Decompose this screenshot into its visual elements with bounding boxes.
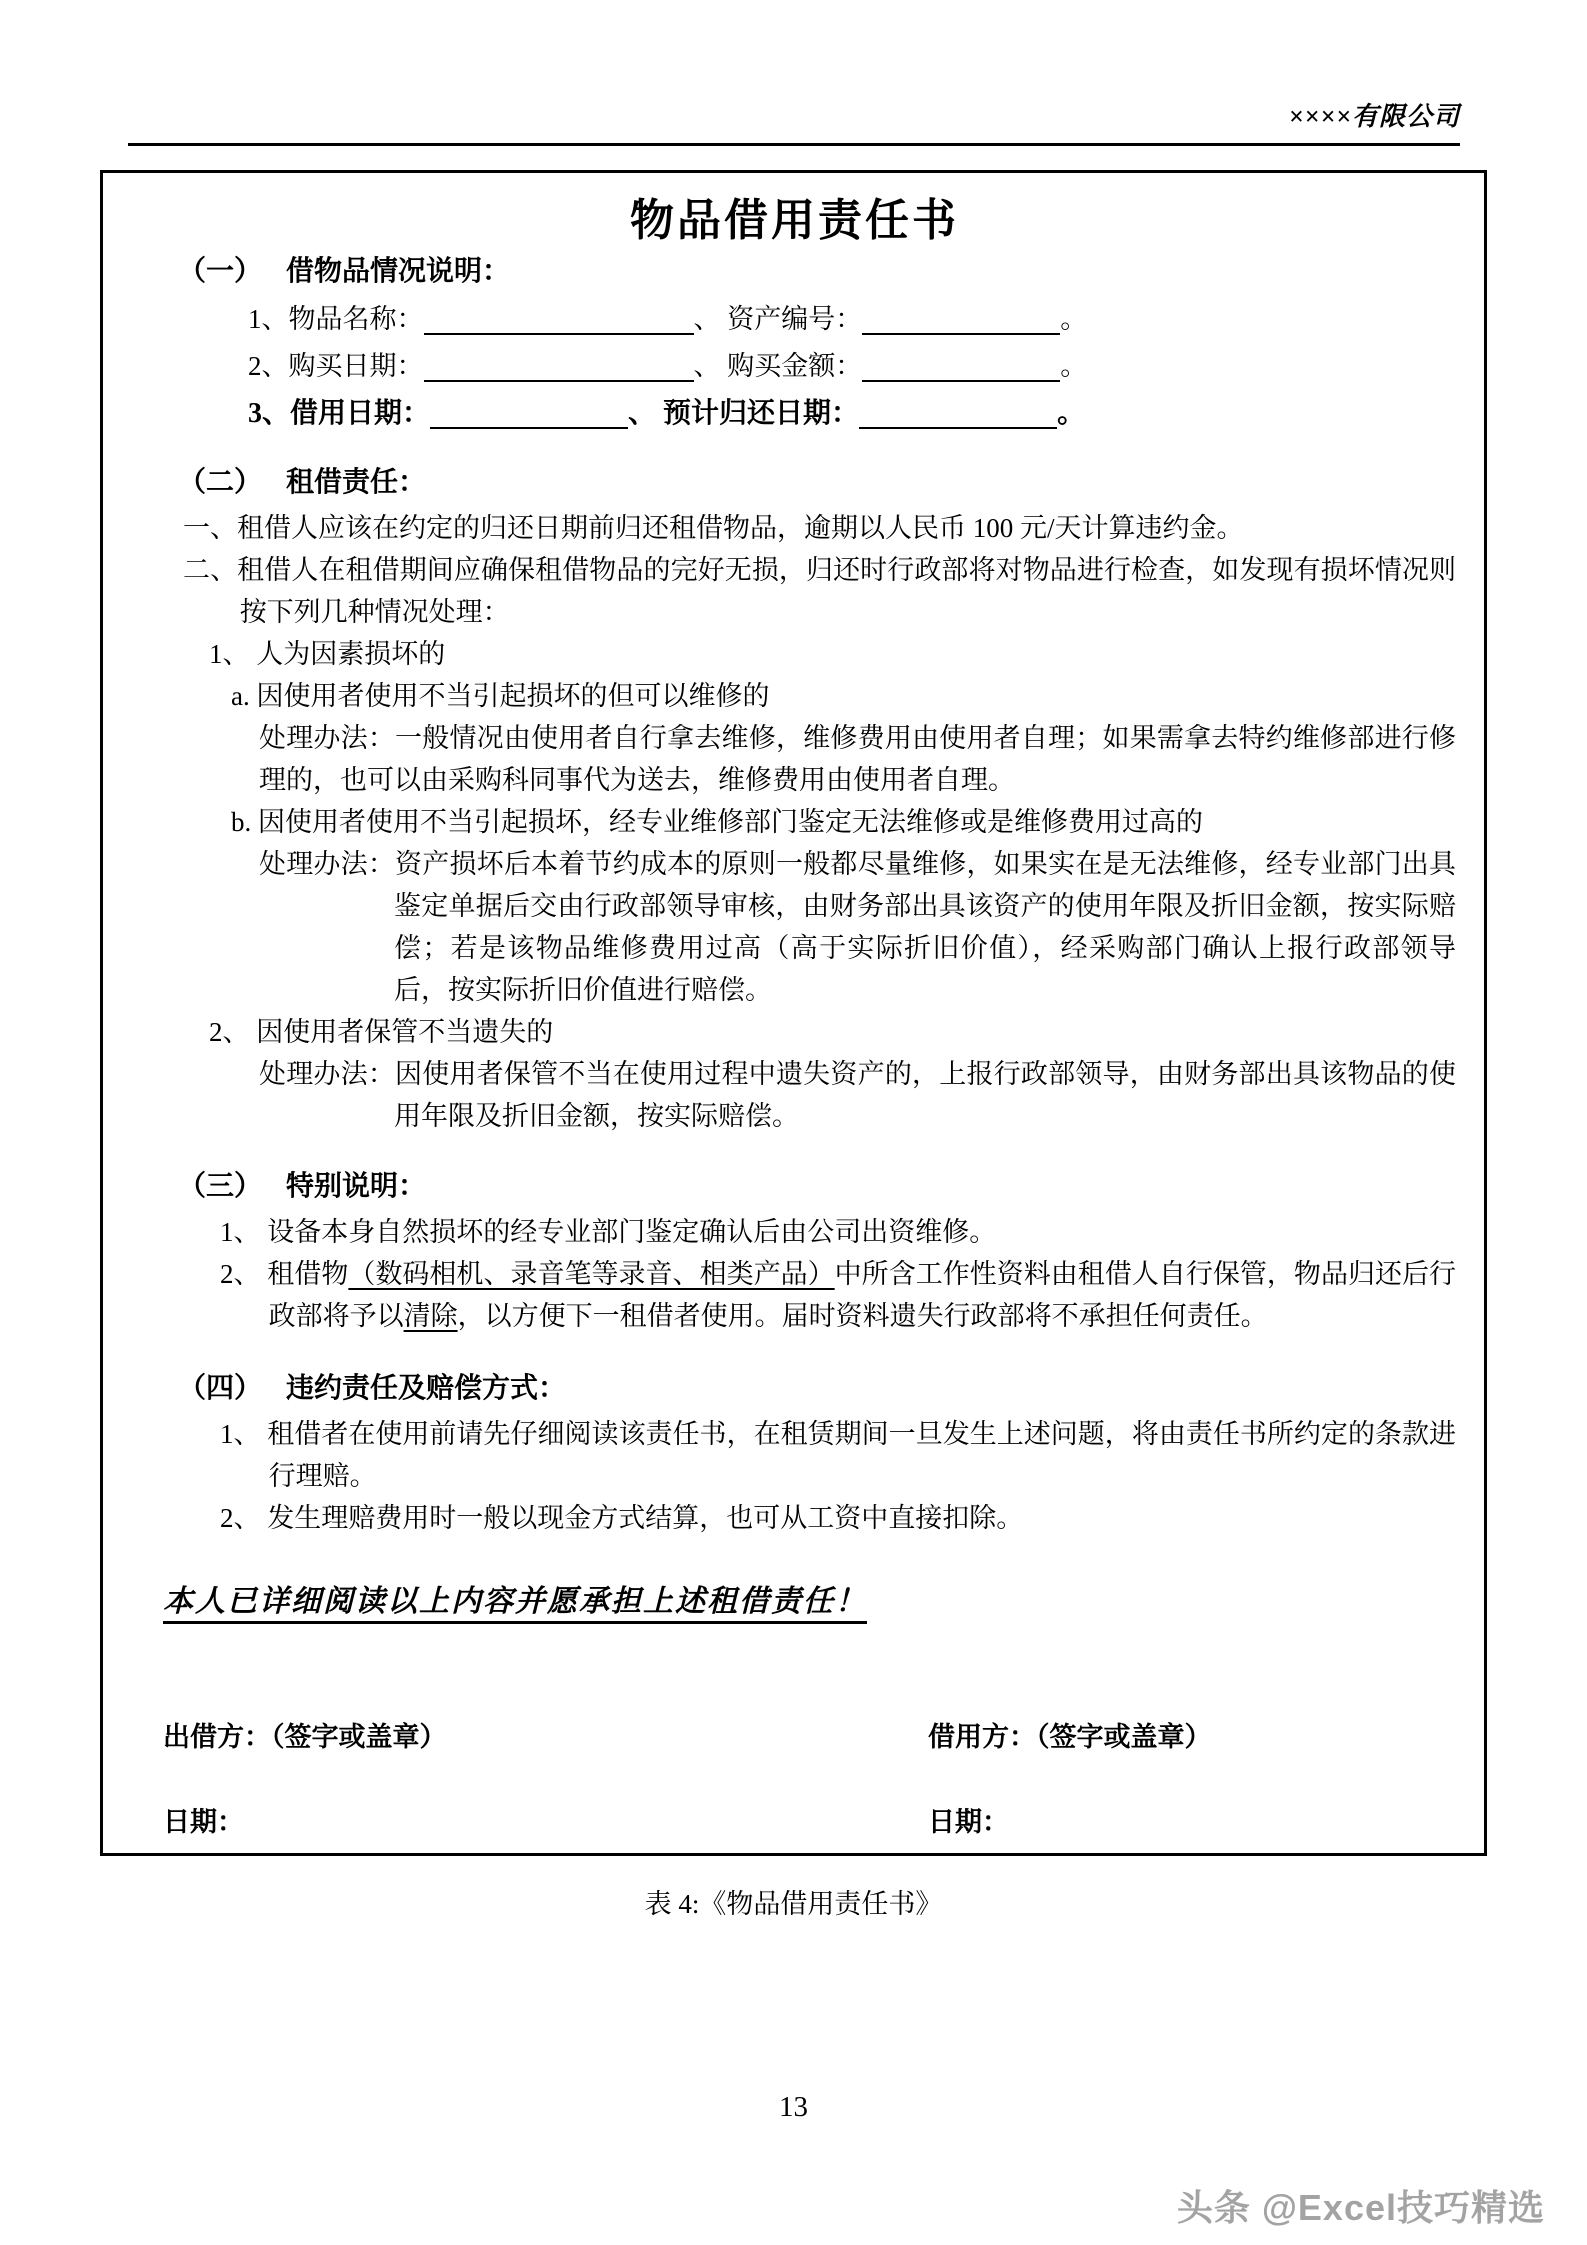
- declaration-text: 本人已详细阅读以上内容并愿承担上述租借责任！: [163, 1585, 867, 1624]
- clause-lost: 2、 因使用者保管不当遗失的: [209, 1017, 554, 1047]
- signature-row: [163, 1717, 1456, 1757]
- section-1-heading: [178, 250, 1456, 294]
- liability-clause-payment: 2、 发生理赔费用时一般以现金方式结算，也可从工资中直接扣除。: [220, 1503, 1024, 1533]
- blank-line-item-name: [424, 305, 694, 335]
- borrow-item-row-2: [248, 343, 1456, 390]
- watermark: 头条 @Excel技巧精选: [1176, 2187, 1545, 2228]
- date-row: [163, 1802, 1456, 1842]
- blank-line-purchase-date: [424, 352, 694, 382]
- borrow-item-row-3: [248, 390, 1456, 437]
- field-label-item-name: 物品名称：: [288, 304, 424, 334]
- section-1-title: 借物品情况说明：: [286, 256, 511, 287]
- item-number: 3、: [248, 398, 291, 429]
- field-label-return-date: 预计归还日期：: [663, 398, 860, 429]
- table-caption: 表 4:《物品借用责任书》: [644, 1889, 943, 1919]
- liability-clause-read-first: 1、 租借者在使用前请先仔细阅读该责任书，在租赁期间一旦发生上述问题，将由责任书所约定的条款进行理赔。: [220, 1419, 1456, 1491]
- section-2-heading: [178, 461, 1456, 505]
- period: 。: [1057, 398, 1086, 429]
- lender-signature-label: 出借方：（签字或盖章）: [163, 1722, 447, 1752]
- document-title: 物品借用责任书: [630, 196, 959, 245]
- lender-date-label: 日期：: [163, 1807, 244, 1837]
- borrow-item-row-1: [248, 296, 1456, 343]
- section-4-heading: [178, 1367, 1456, 1411]
- section-4: [133, 1367, 1456, 1539]
- document-box: [100, 170, 1487, 1856]
- item-number: 1、: [248, 304, 289, 334]
- section-4-number: （四）: [178, 1373, 263, 1404]
- period: 。: [1060, 351, 1088, 381]
- clause-unrepairable-handling: 处理办法：资产损坏后本着节约成本的原则一般都尽量维修，如果实在是无法维修，经专业部门出具鉴定单据后交由行政部领导审核，由财务部出具该资产的使用年限及折旧金额，按实际赔偿；若是该物品维修费用过高（高于实际折旧价值），经采购部门确认上报行政部领导后，按实际折旧价值进行赔偿。: [259, 849, 1456, 1005]
- period: 。: [1060, 304, 1088, 334]
- page-number: 13: [779, 2091, 808, 2123]
- section-3-number: （三）: [178, 1171, 263, 1202]
- section-2-number: （二）: [178, 467, 263, 498]
- borrower-signature-label: 借用方：（签字或盖章）: [928, 1722, 1212, 1752]
- section-1: [133, 250, 1456, 437]
- clause-repairable: a. 因使用者使用不当引起损坏的但可以维修的: [231, 681, 770, 711]
- clause-damage-check: 二、租借人在租借期间应确保租借物品的完好无损，归还时行政部将对物品进行检查，如发现有损坏情况则按下列几种情况处理：: [183, 555, 1456, 627]
- clause-human-damage: 1、 人为因素损坏的: [209, 639, 446, 669]
- section-2-title: 租借责任：: [286, 467, 427, 498]
- section-3: [133, 1165, 1456, 1337]
- separator: 、: [693, 304, 728, 334]
- section-1-number: （一）: [178, 256, 263, 287]
- blank-line-purchase-amount: [862, 352, 1060, 382]
- clause-overdue-penalty: 一、租借人应该在约定的归还日期前归还租借物品，逾期以人民币 100 元/天计算违约金。: [183, 513, 1244, 543]
- special-note-data-cleanup: 2、 租借物（数码相机、录音笔等录音、相类产品）中所含工作性资料由租借人自行保管，物品归还后行政部将予以清除，以方便下一租借者使用。届时资料遗失行政部将不承担任何责任。: [220, 1259, 1457, 1331]
- section-4-title: 违约责任及赔偿方式：: [286, 1373, 567, 1404]
- header-rule: [128, 143, 1460, 146]
- field-label-purchase-date: 购买日期：: [288, 351, 424, 381]
- borrower-date-label: 日期：: [928, 1807, 1009, 1837]
- blank-line-borrow-date: [430, 399, 628, 429]
- clause-unrepairable: b. 因使用者使用不当引起损坏，经专业维修部门鉴定无法维修或是维修费用过高的: [231, 807, 1203, 837]
- separator: 、: [693, 351, 728, 381]
- field-label-borrow-date: 借用日期：: [290, 398, 431, 429]
- clause-repairable-handling: 处理办法：一般情况由使用者自行拿去维修，维修费用由使用者自理；如果需拿去特约维修部进行修理的，也可以由采购科同事代为送去，维修费用由使用者自理。: [259, 723, 1456, 795]
- separator: 、: [628, 398, 664, 429]
- company-header: ××××有限公司: [1288, 102, 1460, 131]
- field-label-purchase-amount: 购买金额：: [727, 351, 863, 381]
- blank-line-asset-number: [862, 305, 1060, 335]
- item-number: 2、: [248, 351, 289, 381]
- special-note-natural-damage: 1、 设备本身自然损坏的经专业部门鉴定确认后由公司出资维修。: [220, 1217, 997, 1247]
- field-label-asset-number: 资产编号：: [727, 304, 863, 334]
- blank-line-return-date: [859, 399, 1057, 429]
- section-3-heading: [178, 1165, 1456, 1209]
- section-3-title: 特别说明：: [286, 1171, 427, 1202]
- declaration: [163, 1579, 1456, 1625]
- section-2: [133, 461, 1456, 1137]
- clause-lost-handling: 处理办法：因使用者保管不当在使用过程中遗失资产的，上报行政部领导，由财务部出具该物品的使用年限及折旧金额，按实际赔偿。: [259, 1059, 1456, 1131]
